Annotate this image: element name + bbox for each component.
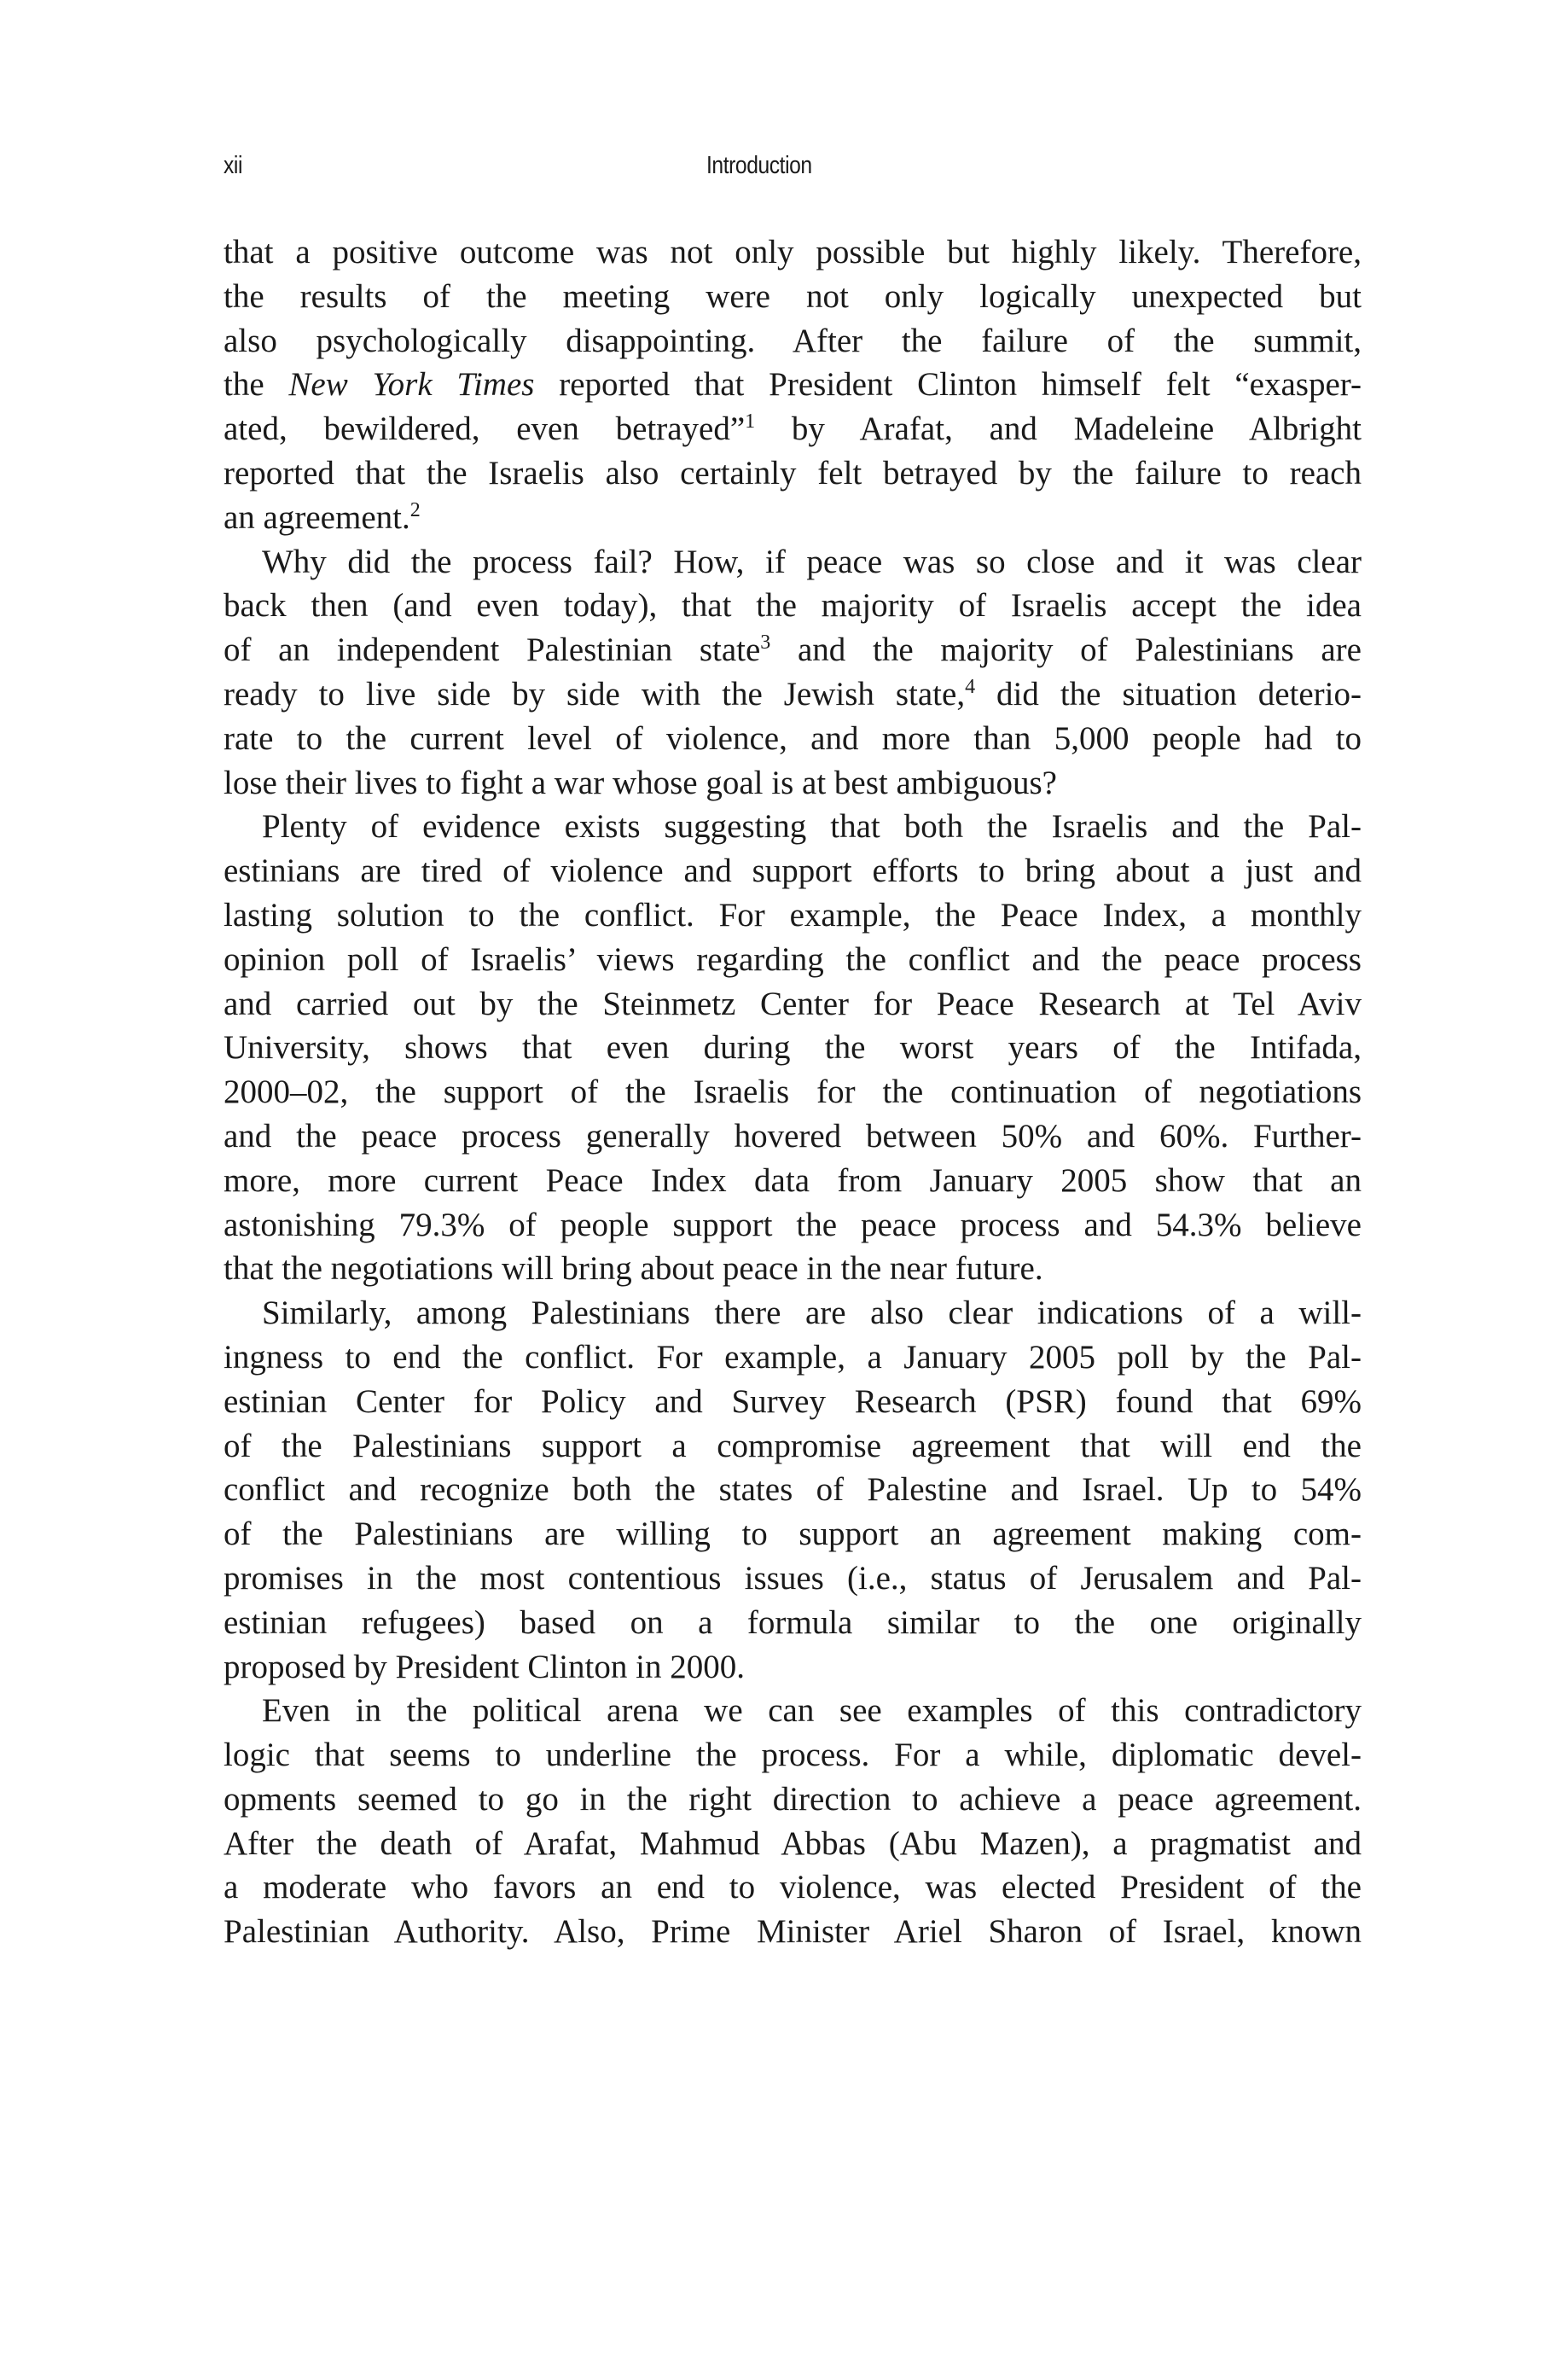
text-line bbox=[224, 938, 1362, 982]
text-line bbox=[224, 1380, 1362, 1424]
text-line bbox=[224, 540, 1362, 585]
text-run: opinion poll of Israelis’ views regarding the conflict and the peace process bbox=[224, 940, 1362, 978]
text-run: the bbox=[224, 366, 289, 404]
text-run: astonishing 79.3% of people support the peace process and 54.3% believe bbox=[224, 1206, 1362, 1243]
running-head: Introduction bbox=[706, 152, 812, 179]
text-run: a moderate who favors an end to violence, was elected President of the bbox=[224, 1869, 1362, 1906]
text-line bbox=[224, 1247, 1362, 1291]
text-run: Similarly, among Palestinians there are also clear indications of a will- bbox=[262, 1295, 1362, 1332]
text-run: an agreement. bbox=[224, 498, 410, 536]
text-run: of the Palestinians are willing to support an agreement making com- bbox=[224, 1516, 1362, 1553]
text-run: University, shows that even during the worst years of the Intifada, bbox=[224, 1029, 1362, 1067]
text-line bbox=[224, 1910, 1362, 1954]
text-run: ated, bewildered, even betrayed” bbox=[224, 410, 746, 448]
text-run: proposed by President Clinton in 2000. bbox=[224, 1648, 745, 1685]
text-run: Even in the political arena we can see examples of this contradictory bbox=[262, 1692, 1362, 1730]
footnote-ref: 4 bbox=[965, 675, 976, 698]
text-line bbox=[224, 1468, 1362, 1512]
text-line bbox=[224, 1865, 1362, 1910]
text-run: Plenty of evidence exists suggesting that both the Israelis and the Pal- bbox=[262, 808, 1362, 846]
text-line bbox=[224, 717, 1362, 761]
text-run: and carried out by the Steinmetz Center for Peace Research at Tel Aviv bbox=[224, 985, 1362, 1022]
text-run: opments seemed to go in the right direction to achieve a peace agreement. bbox=[224, 1780, 1362, 1818]
text-run: estinian refugees) based on a formula similar to the one originally bbox=[224, 1603, 1362, 1641]
text-run: After the death of Arafat, Mahmud Abbas (Abu Mazen), a pragmatist and bbox=[224, 1824, 1362, 1862]
text-line bbox=[224, 1335, 1362, 1380]
text-line bbox=[224, 672, 1362, 717]
footnote-ref: 2 bbox=[409, 498, 421, 521]
text-run: by Arafat, and Madeleine Albright bbox=[755, 410, 1362, 448]
text-run: rate to the current level of violence, and more than 5,000 people had to bbox=[224, 719, 1362, 757]
text-run: reported that the Israelis also certainly felt betrayed by the failure to reach bbox=[224, 454, 1362, 492]
text-run: did the situation deterio- bbox=[975, 675, 1362, 713]
text-line bbox=[224, 407, 1362, 451]
text-line bbox=[224, 1203, 1362, 1248]
text-line bbox=[224, 1733, 1362, 1777]
text-run: of the Palestinians support a compromise agreement that will end the bbox=[224, 1427, 1362, 1464]
text-run: lasting solution to the conflict. For example, the Peace Index, a monthly bbox=[224, 896, 1362, 934]
paragraph bbox=[224, 540, 1362, 806]
text-line bbox=[224, 1601, 1362, 1645]
text-line bbox=[224, 275, 1362, 319]
text-run: Why did the process fail? How, if peace was so close and it was clear bbox=[262, 543, 1362, 580]
text-run: logic that seems to underline the process. For a while, diplomatic devel- bbox=[224, 1737, 1362, 1774]
text-line bbox=[224, 451, 1362, 496]
text-line bbox=[224, 319, 1362, 364]
paragraph bbox=[224, 1291, 1362, 1689]
text-line bbox=[224, 1822, 1362, 1866]
text-run: estinian Center for Policy and Survey Research (PSR) found that 69% bbox=[224, 1382, 1362, 1420]
text-run: back then (and even today), that the majority of Israelis accept the idea bbox=[224, 587, 1362, 625]
text-line bbox=[224, 230, 1362, 275]
text-line bbox=[224, 849, 1362, 893]
text-run: Palestinian Authority. Also, Prime Minister Ariel Sharon of Israel, known bbox=[224, 1913, 1362, 1951]
text-run: and the majority of Palestinians are bbox=[770, 631, 1362, 669]
text-line bbox=[224, 1424, 1362, 1469]
text-line bbox=[224, 584, 1362, 628]
text-line bbox=[224, 1556, 1362, 1601]
text-run: estinians are tired of violence and support efforts to bring about a just and bbox=[224, 852, 1362, 890]
text-run: lose their lives to fight a war whose goal is at best ambiguous? bbox=[224, 764, 1057, 801]
text-run: ready to live side by side with the Jewish state, bbox=[224, 675, 966, 713]
text-line bbox=[224, 893, 1362, 938]
text-run: of an independent Palestinian state bbox=[224, 631, 761, 669]
text-line bbox=[224, 1512, 1362, 1556]
text-line bbox=[224, 982, 1362, 1027]
text-line bbox=[224, 1645, 1362, 1690]
text-run: conflict and recognize both the states of Palestine and Israel. Up to 54% bbox=[224, 1471, 1362, 1509]
text-run: promises in the most contentious issues (i.e., status of Jerusalem and Pal- bbox=[224, 1559, 1362, 1597]
text-run: reported that President Clinton himself felt “exasper- bbox=[534, 366, 1362, 404]
text-run: also psychologically disappointing. After the failure of the summit, bbox=[224, 322, 1362, 359]
text-line bbox=[224, 1026, 1362, 1070]
text-line bbox=[224, 1777, 1362, 1822]
text-run: and the peace process generally hovered between 50% and 60%. Further- bbox=[224, 1117, 1362, 1155]
paragraph bbox=[224, 230, 1362, 540]
text-run: 2000–02, the support of the Israelis for the continuation of negotiations bbox=[224, 1073, 1362, 1111]
text-line bbox=[224, 1291, 1362, 1335]
body-text bbox=[224, 230, 1362, 1954]
footnote-ref: 3 bbox=[760, 631, 771, 655]
text-run: ingness to end the conflict. For example, a January 2005 poll by the Pal- bbox=[224, 1338, 1362, 1376]
text-line bbox=[224, 805, 1362, 849]
text-line bbox=[224, 1114, 1362, 1159]
page-number: xii bbox=[224, 152, 243, 179]
text-line bbox=[224, 496, 1362, 540]
text-line bbox=[224, 1070, 1362, 1114]
text-run: the results of the meeting were not only logically unexpected but bbox=[224, 277, 1362, 315]
text-run: more, more current Peace Index data from January 2005 show that an bbox=[224, 1161, 1362, 1199]
text-run: that a positive outcome was not only possible but highly likely. Therefore, bbox=[224, 234, 1362, 271]
footnote-ref: 1 bbox=[745, 410, 756, 433]
text-line bbox=[224, 628, 1362, 672]
paragraph bbox=[224, 805, 1362, 1291]
text-line bbox=[224, 1159, 1362, 1203]
text-line bbox=[224, 363, 1362, 407]
text-line bbox=[224, 1689, 1362, 1733]
paragraph bbox=[224, 1689, 1362, 1954]
text-line bbox=[224, 761, 1362, 806]
text-run: that the negotiations will bring about peace in the near future. bbox=[224, 1250, 1043, 1288]
italic-title: New York Times bbox=[288, 366, 535, 404]
